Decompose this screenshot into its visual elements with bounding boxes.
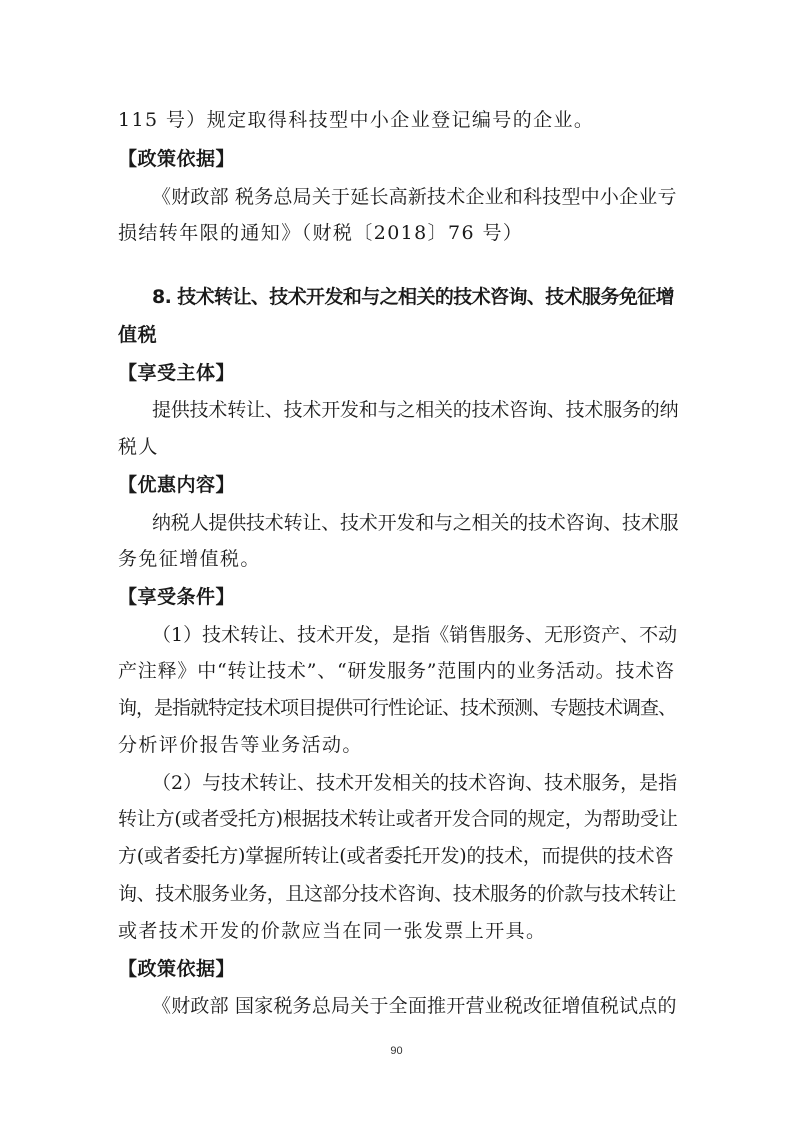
- body-text-line: 《财政部 税务总局关于延长高新技术企业和科技型中小企业亏: [152, 186, 677, 208]
- body-text-line: 损结转年限的通知》（财税〔2018〕76 号）: [118, 222, 524, 244]
- body-text-line: 产注释》中“转让技术”、“研发服务”范围内的业务活动。技术咨: [118, 660, 675, 682]
- body-text-line: 《财政部 国家税务总局关于全面推开营业税改征增值税试点的: [152, 995, 677, 1017]
- section-label-preferential-content: 【优惠内容】: [118, 474, 236, 496]
- body-text-line: （1）技术转让、技术开发，是指《销售服务、无形资产、不动: [152, 624, 678, 646]
- section-label-eligible-subject: 【享受主体】: [118, 362, 236, 384]
- body-text-line: （2）与技术转让、技术开发相关的技术咨询、技术服务，是指: [152, 772, 678, 794]
- page-number: 90: [390, 1045, 403, 1057]
- body-text-line: 或者技术开发的价款应当在同一张发票上开具。: [118, 920, 547, 942]
- body-text-line: 提供技术转让、技术开发和与之相关的技术咨询、技术服务的纳: [152, 399, 679, 421]
- body-text-line: 询，是指就特定技术项目提供可行性论证、技术预测、专题技术调查、: [118, 697, 677, 719]
- body-text-line: 方(或者委托方)掌握所转让(或者委托开发)的技术，而提供的技术咨: [118, 845, 674, 867]
- body-text-line: 务免征增值税。: [118, 548, 261, 570]
- body-text-line: 分析评价报告等业务活动。: [118, 734, 363, 756]
- body-text-line: 转让方(或者受托方)根据技术转让或者开发合同的规定，为帮助受让: [118, 808, 678, 830]
- body-text-line: 询、技术服务业务，且这部分技术咨询、技术服务的价款与技术转让: [118, 883, 677, 905]
- section-heading-continuation: 值税: [118, 324, 158, 346]
- body-text-line: 115 号）规定取得科技型中小企业登记编号的企业。: [118, 109, 595, 131]
- section-label-policy-basis: 【政策依据】: [118, 148, 236, 170]
- section-heading: 8. 技术转让、技术开发和与之相关的技术咨询、技术服务免征增: [152, 286, 675, 308]
- section-label-policy-basis: 【政策依据】: [118, 958, 236, 980]
- body-text-line: 税人: [118, 436, 159, 458]
- section-label-conditions: 【享受条件】: [118, 586, 236, 608]
- body-text-line: 纳税人提供技术转让、技术开发和与之相关的技术咨询、技术服: [152, 512, 679, 534]
